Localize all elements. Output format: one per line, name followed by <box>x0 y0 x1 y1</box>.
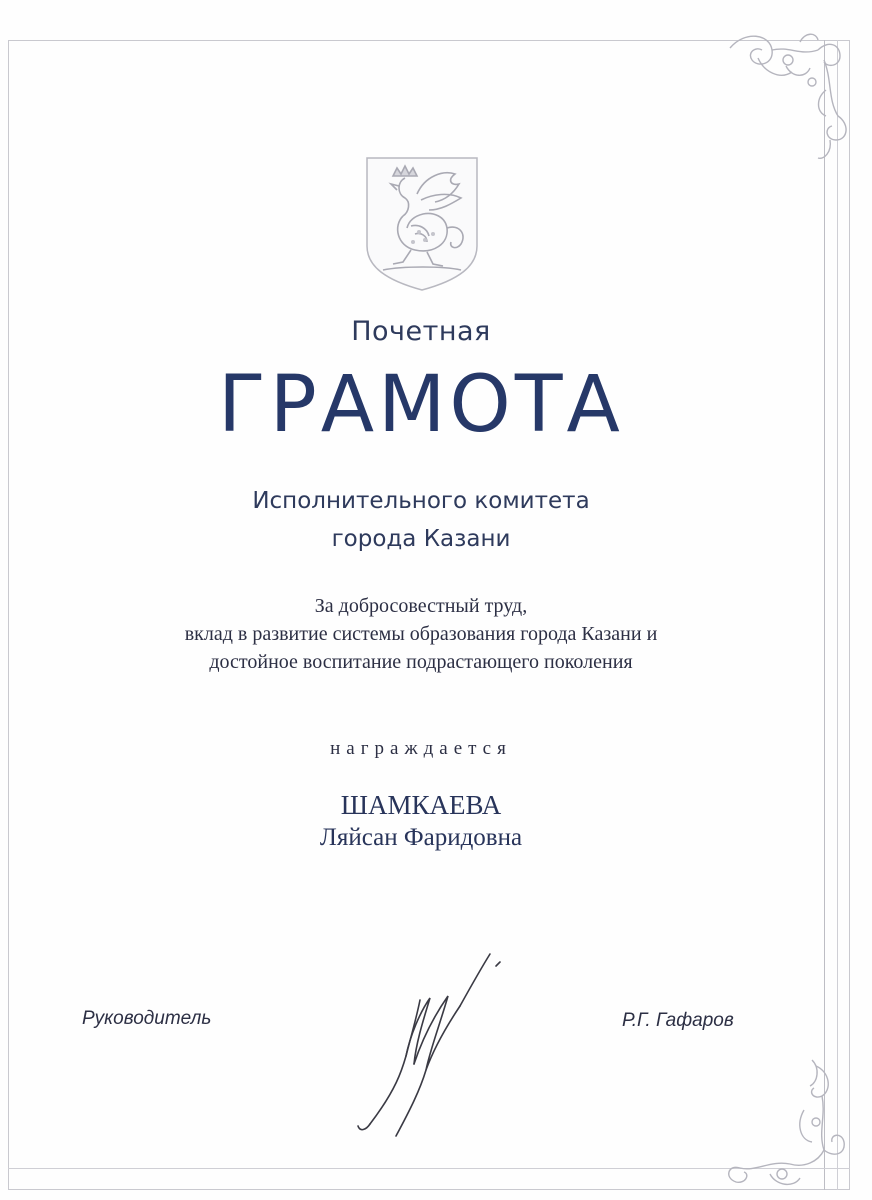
kazan-coat-of-arms-icon <box>363 154 481 294</box>
signer-name: Р.Г. Гафаров <box>622 1010 734 1031</box>
corner-ornament-bottom-icon <box>700 1050 860 1195</box>
issuer-line-1: Исполнительного комитета <box>252 488 590 514</box>
certificate-title-small: Почетная <box>351 316 491 347</box>
recipient-surname: ШАМКАЕВА <box>340 790 502 820</box>
signer-role: Руководитель <box>82 1008 212 1029</box>
signature-icon <box>330 940 530 1140</box>
issuer-block <box>0 482 842 558</box>
recipient-name: Ляйсан Фаридовна <box>319 824 523 851</box>
reason-line-3: достойное воспитание подрастающего поколения <box>209 651 633 673</box>
award-reason <box>0 592 842 676</box>
issuer-line-2: города Казани <box>331 526 511 552</box>
corner-ornament-top-icon <box>700 20 860 170</box>
reason-line-1: За добросовестный труд, <box>314 595 528 617</box>
reason-line-2: вклад в развитие системы образования города Казани и <box>184 623 658 645</box>
awarded-label: награждается <box>330 738 512 759</box>
certificate-title-big: ГРАМОТА <box>218 360 624 450</box>
